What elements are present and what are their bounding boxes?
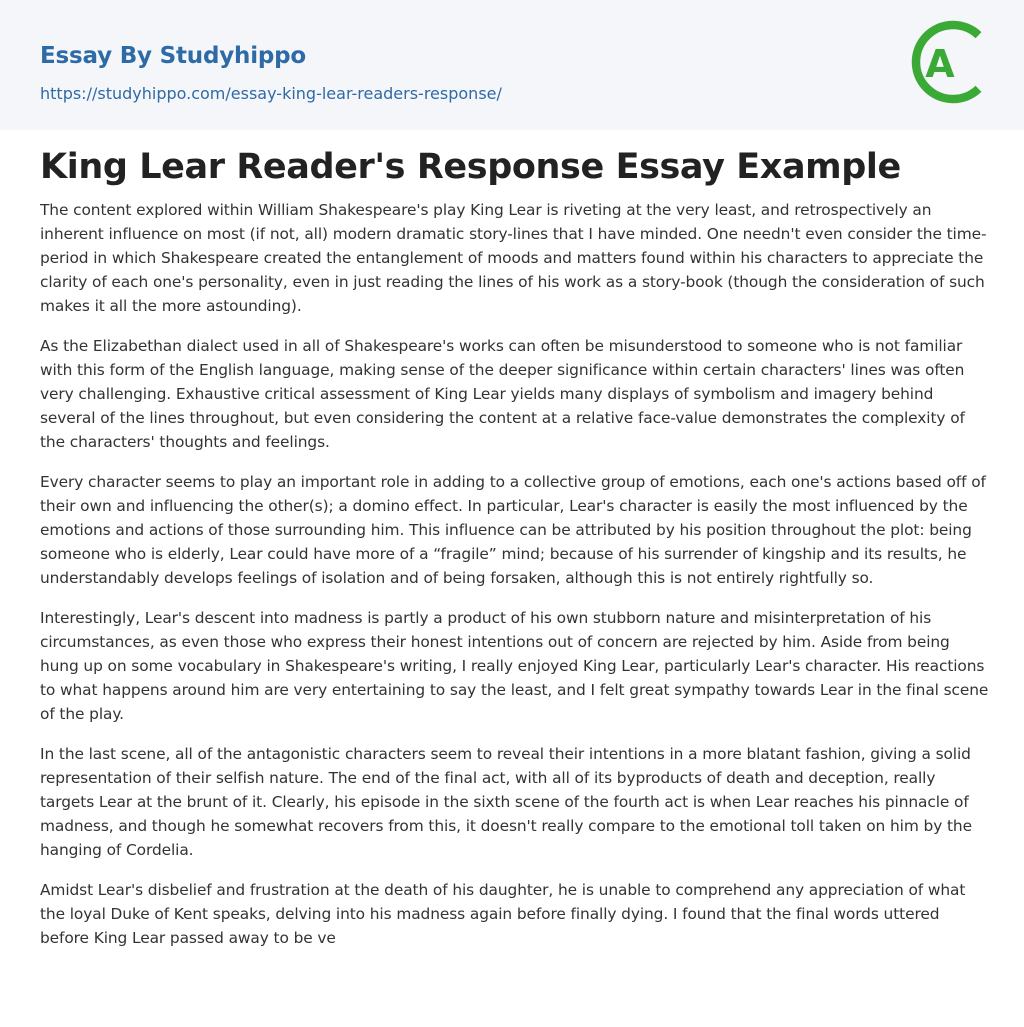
essay-paragraph-4: Interestingly, Lear's descent into madness is partly a product of his own stubborn nature and misinterpretation of his circumstances, as even those who express their honest intentions out of concern are rejected by him. Aside from being hung up on some vocabulary in Shakespeare's writing, I really enjoyed King Lear, particularly Lear's character. His reactions to what happens around him are very entertaining to say the least, and I felt great sympathy towards Lear in the final scene of the play.: [40, 609, 989, 723]
page-title: King Lear Reader's Response Essay Example: [40, 147, 901, 187]
essay-paragraph-1: The content explored within William Shakespeare's play King Lear is riveting at the very least, and retrospectively an inherent influence on most (if not, all) modern dramatic story-lines that I have minded. One needn't even consider the time-period in which Shakespeare created the entanglement of moods and matters found within his characters to appreciate the clarity of each one's personality, even in just reading the lines of his work as a story-book (though the consideration of such makes it all the more astounding).: [40, 201, 987, 315]
essay-paragraph-6: Amidst Lear's disbelief and frustration at the death of his daughter, he is unable to comprehend any appreciation of what the loyal Duke of Kent speaks, delving into his madness again before finally dying. I found that the final words uttered before King Lear passed away to be ve: [40, 881, 966, 947]
page-url-link[interactable]: https://studyhippo.com/essay-king-lear-readers-response/: [40, 84, 502, 103]
site-header: [0, 0, 1024, 130]
essay-paragraph-3: Every character seems to play an important role in adding to a collective group of emotions, each one's actions based off of their own and influencing the other(s); a domino effect. In particular, Lear's character is easily the most influenced by the emotions and actions of those surrounding him. This influence can be attributed by his position throughout the plot: being someone who is elderly, Lear could have more of a “fragile” mind; because of his surrender of kingship and its results, he understandably develops feelings of isolation and of being forsaken, although this is not entirely rightfully so.: [40, 473, 986, 587]
brand-title[interactable]: Essay By Studyhippo: [40, 43, 307, 69]
article: [40, 144, 990, 966]
circle-a-logo-icon[interactable]: [911, 17, 989, 107]
essay-paragraph-5: In the last scene, all of the antagonistic characters seem to reveal their intentions in a more blatant fashion, giving a solid representation of their selfish nature. The end of the final act, with all of its byproducts of death and deception, really targets Lear at the brunt of it. Clearly, his episode in the sixth scene of the fourth act is when Lear reaches his pinnacle of madness, and though he somewhat recovers from this, it doesn't really compare to the emotional toll taken on him by the hanging of Cordelia.: [40, 745, 972, 859]
logo-letter: A: [925, 42, 955, 86]
essay-paragraph-2: As the Elizabethan dialect used in all of Shakespeare's works can often be misunderstood to someone who is not familiar with this form of the English language, making sense of the deeper significance within certain characters' lines was often very challenging. Exhaustive critical assessment of King Lear yields many displays of symbolism and imagery behind several of the lines throughout, but even considering the content at a relative face-value demonstrates the complexity of the characters' thoughts and feelings.: [40, 337, 965, 451]
